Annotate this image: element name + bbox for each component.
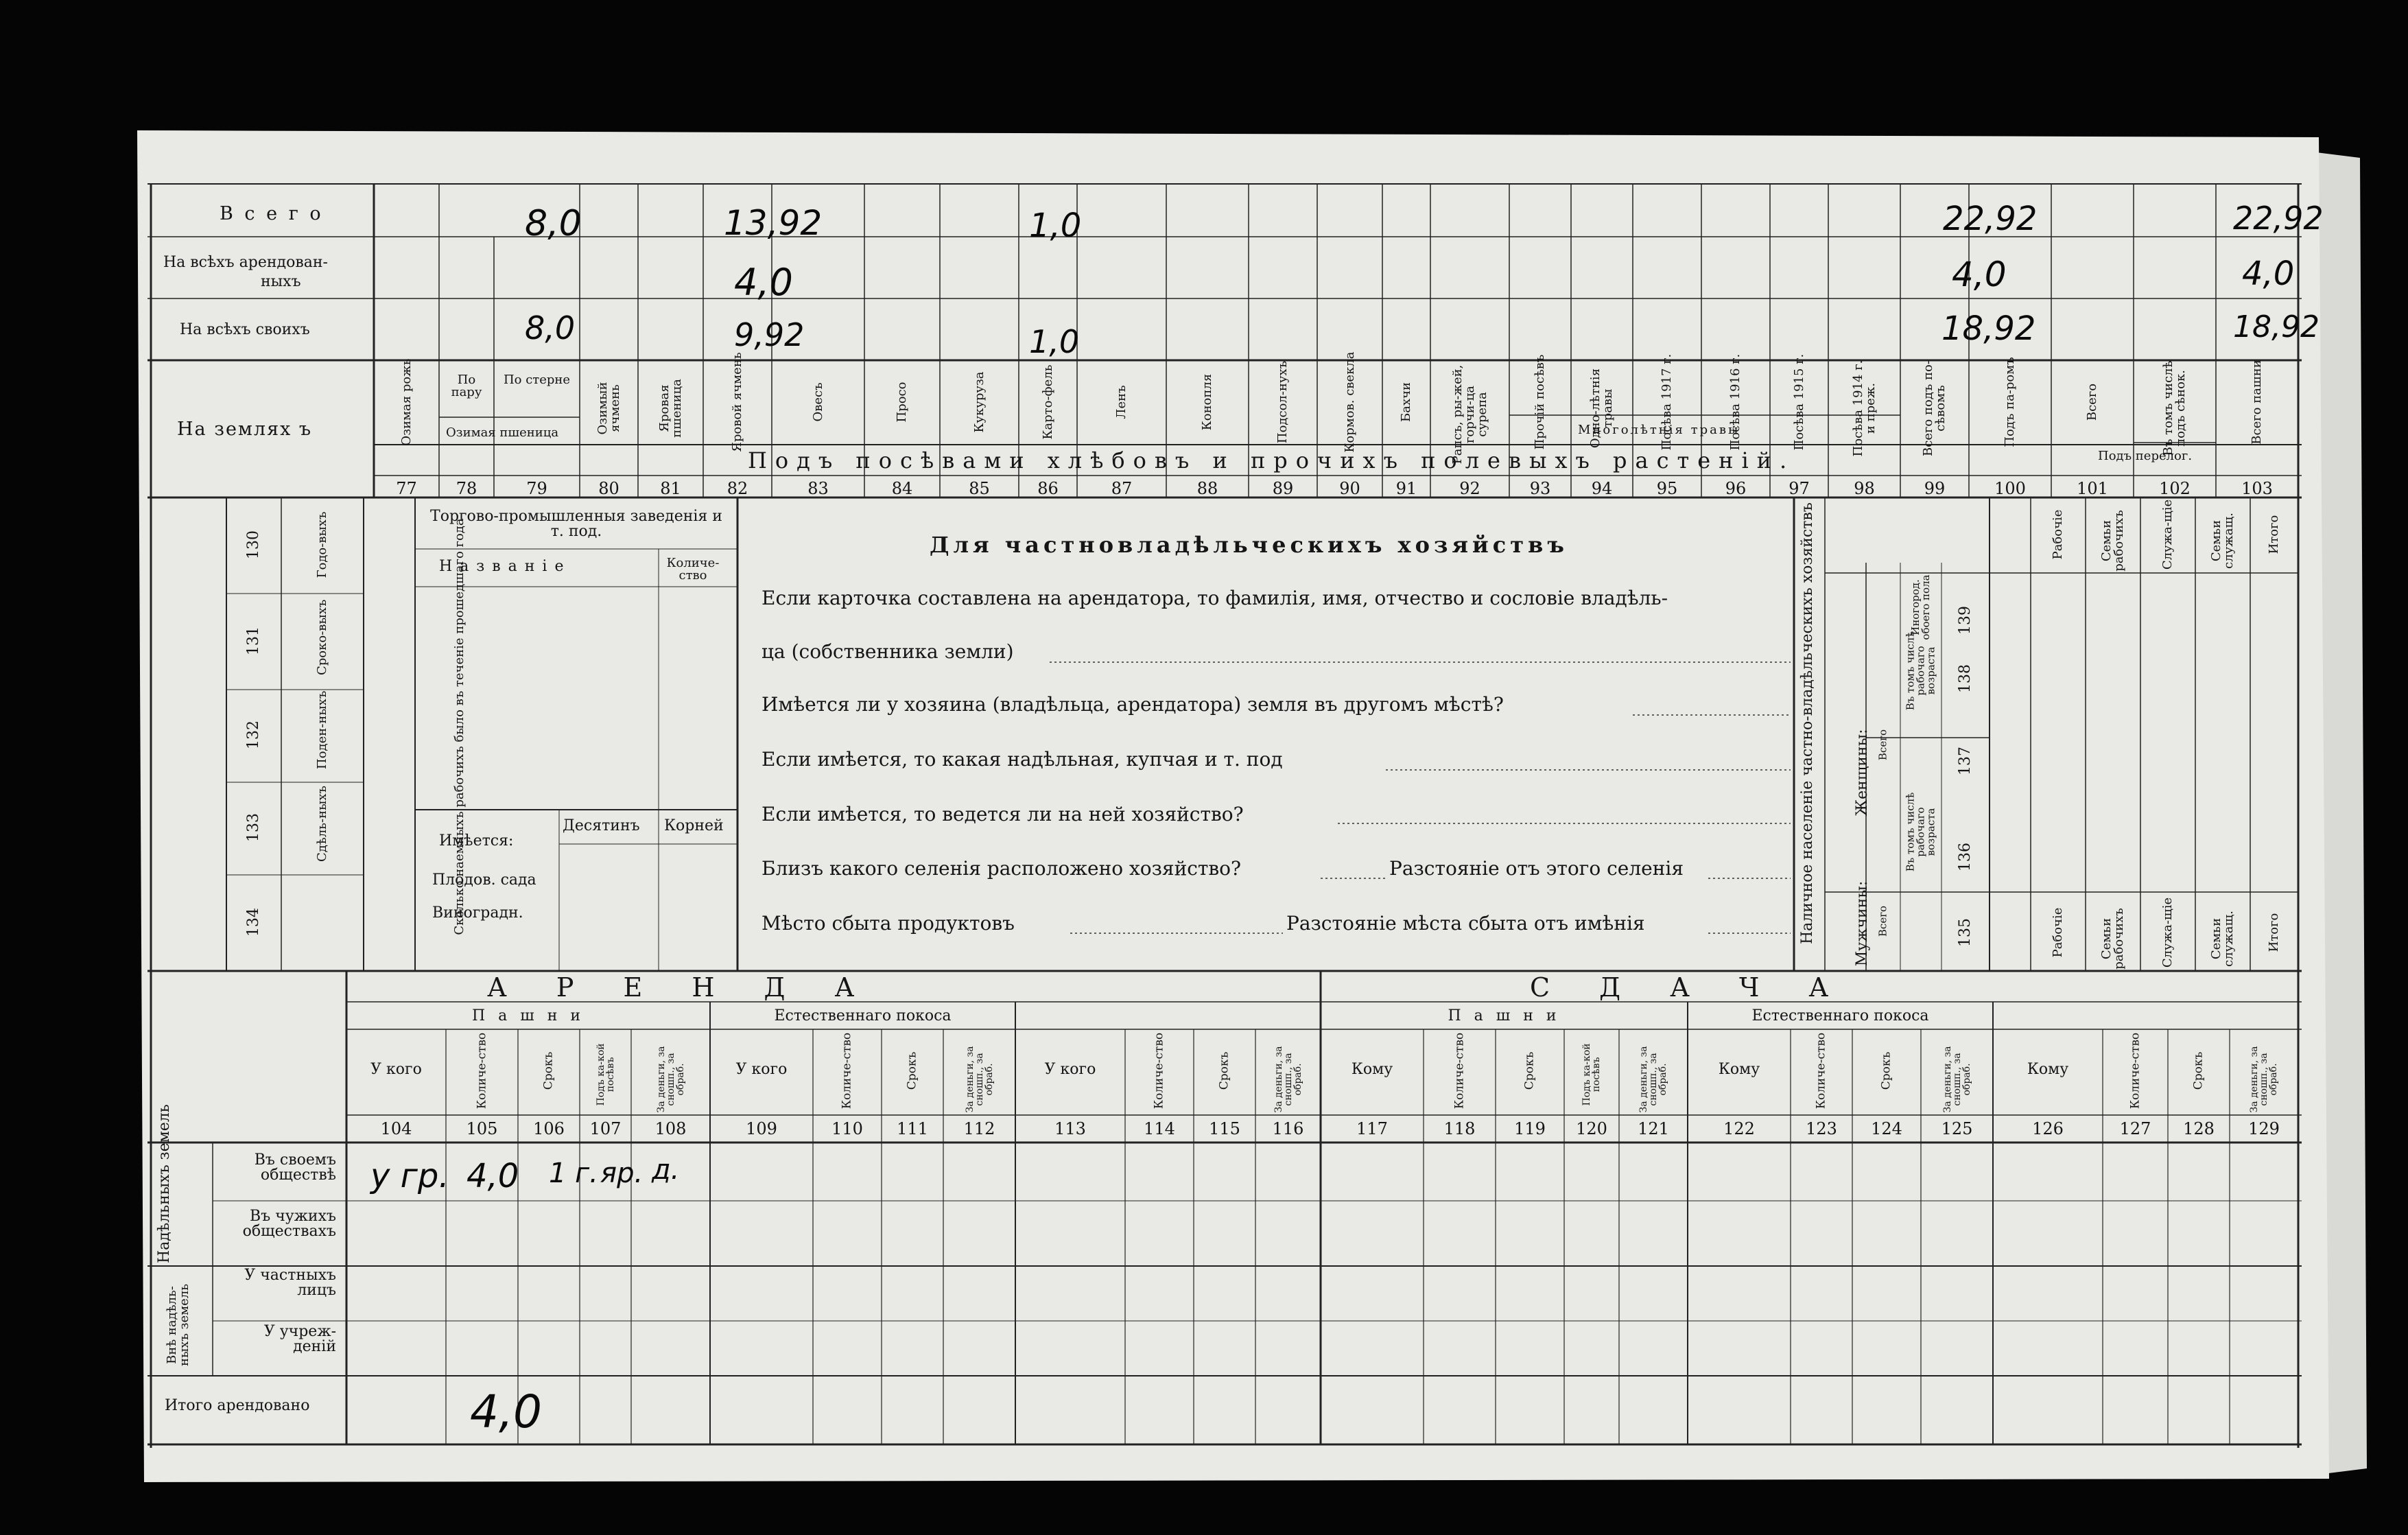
worker-num-134: 134	[245, 908, 262, 937]
population-sub-5: Иногород. обоего пола	[1909, 574, 1932, 640]
top-col-header-25: Всего	[2085, 383, 2099, 421]
top-col-header-13: Подсол-нухъ	[1275, 360, 1290, 444]
bottom-group-pokosa-2: Естественнаго покоса	[774, 1007, 952, 1024]
row-own-society: Въ своемъ обществѣ	[254, 1151, 336, 1184]
top-col-header-3: По стерне	[503, 373, 571, 387]
bottom-col-number-128: 128	[2183, 1119, 2215, 1138]
bottom-col-header-126: Кому	[2027, 1061, 2069, 1078]
bottom-col-header-127: Количе-ство	[2128, 1032, 2142, 1110]
bottom-col-number-106: 106	[533, 1119, 565, 1138]
row-other-societies: Въ чужихъ обществахъ	[242, 1208, 336, 1240]
population-col-3-bottom: Служа-щіе	[2160, 897, 2175, 968]
bottom-col-header-118: Количе-ство	[1452, 1032, 1466, 1110]
bottom-col-header-113: У кого	[1044, 1061, 1096, 1078]
population-num-135: 135	[1957, 918, 1974, 947]
top-col-number-89: 89	[1272, 479, 1294, 498]
bottom-col-number-112: 112	[963, 1119, 995, 1138]
population-men: Мужчины:	[1854, 880, 1871, 967]
bottom-col-number-113: 113	[1054, 1119, 1086, 1138]
bottom-col-header-107: Подъ ка-кой посѣвъ	[595, 1043, 616, 1106]
bottom-col-number-120: 120	[1576, 1119, 1607, 1138]
worker-num-133: 133	[245, 813, 262, 842]
arenda-title: А Р Е Н Д А	[487, 972, 875, 1003]
top-col-header-1: Озимая рожь	[399, 358, 414, 446]
bottom-col-number-118: 118	[1443, 1119, 1476, 1138]
hired-workers-label: Сколько наемныхъ рабочихъ было въ теченіе прошедшаго года	[452, 518, 467, 935]
bottom-col-header-128: Срокъ	[2191, 1051, 2206, 1090]
bottom-col-header-123: Количе-ство	[1814, 1032, 1828, 1110]
hw-rent-from: у гр.	[370, 1157, 449, 1195]
top-col-header-20: Посѣва 1916 г.	[1728, 353, 1743, 451]
top-col-header-27: Всего пашни	[2250, 360, 2264, 445]
top-col-header-6: Яровой ячмень	[730, 352, 744, 452]
top-col-header-23: Всего подъ по-сѣвомъ	[1921, 360, 1948, 456]
bottom-col-number-119: 119	[1514, 1119, 1546, 1138]
top-col-number-86: 86	[1037, 479, 1059, 498]
population-women: Женщины:	[1854, 729, 1871, 817]
orchard-imeetsya: Имѣется:	[439, 832, 514, 849]
top-col-header-9: Кукуруза	[971, 371, 987, 433]
hw-arable-rented: 4,0	[2242, 255, 2295, 293]
top-col-number-101: 101	[2077, 479, 2108, 498]
top-col-number-87: 87	[1111, 479, 1133, 498]
bottom-group-pashni-1: П а ш н и	[471, 1007, 585, 1024]
bottom-col-number-104: 104	[380, 1119, 412, 1138]
top-col-number-79: 79	[526, 479, 547, 498]
fallow-label: Подъ перелог.	[2098, 449, 2193, 463]
private-line-6a: Близъ какого селенія расположено хозяйство?	[762, 857, 1242, 880]
bottom-col-number-115: 115	[1209, 1119, 1240, 1138]
top-col-header-16: Рапсъ, ры-жей, горчи-ца сурепа	[1450, 364, 1489, 465]
population-col-4-top: Семьи служащ.	[2209, 513, 2236, 569]
top-col-number-93: 93	[1529, 479, 1551, 498]
nadelnyh-label: Надѣльныхъ земель	[156, 1104, 173, 1263]
top-col-number-99: 99	[1924, 479, 1946, 498]
population-num-139: 139	[1957, 606, 1974, 635]
worker-label-2: Сроко-выхъ	[315, 599, 329, 675]
population-sub-4: Въ томъ числѣ рабочаго возраста	[1904, 631, 1937, 711]
bottom-col-number-117: 117	[1356, 1119, 1388, 1138]
top-col-number-77: 77	[396, 479, 417, 498]
top-col-number-95: 95	[1656, 479, 1678, 498]
private-line-6b: Разстояніе отъ этого селенія	[1389, 857, 1684, 880]
bottom-col-header-104: У кого	[370, 1061, 422, 1078]
bottom-col-header-129: За деньги, за сношп., за обраб.	[2249, 1046, 2279, 1113]
bottom-col-header-116: За деньги, за сношп., за обраб.	[1273, 1046, 1303, 1113]
bottom-col-number-110: 110	[831, 1119, 863, 1138]
top-col-header-15: Бахчи	[1399, 382, 1413, 423]
top-col-header-5: Яровая пшеница	[657, 379, 684, 438]
private-line-7b: Разстояніе мѣста сбыта отъ имѣнія	[1286, 912, 1645, 935]
hw-arable-own: 18,92	[2233, 309, 2320, 344]
row-label-total: В с е г о	[220, 203, 324, 224]
row-label-rented: На всѣхъ арендован-	[163, 254, 328, 271]
bottom-col-number-127: 127	[2119, 1119, 2151, 1138]
enterprises-name-header: Н а з в а н і е	[439, 558, 565, 575]
top-col-number-80: 80	[598, 479, 619, 498]
private-line-2: ца (собственника земли)	[762, 640, 1014, 663]
bottom-col-number-114: 114	[1144, 1119, 1175, 1138]
hw-total-rented: 4,0	[470, 1385, 542, 1438]
winter-wheat-subheader: Озимая пшеница	[446, 425, 559, 440]
orchard-vinograd: Виноградн.	[432, 904, 523, 922]
population-label: Наличное населеніе частно-владѣльческихъ хозяйствъ	[1799, 502, 1816, 944]
hw-sown-own: 18,92	[1941, 309, 2036, 348]
bottom-col-number-125: 125	[1941, 1119, 1973, 1138]
sdacha-title: С Д А Ч А	[1530, 972, 1850, 1003]
top-col-header-11: Ленъ	[1114, 385, 1129, 419]
top-col-number-81: 81	[660, 479, 681, 498]
perennial-grasses-label: Многолѣтнія травы	[1578, 423, 1740, 437]
private-line-4: Если имѣется, то какая надѣльная, купчая и т. под	[762, 748, 1283, 771]
top-col-number-85: 85	[969, 479, 990, 498]
hw-potato-own: 1,0	[1029, 323, 1080, 360]
top-col-header-17: Прочій посѣвъ	[1533, 354, 1547, 450]
bottom-col-header-111: Срокъ	[905, 1051, 919, 1090]
top-col-number-88: 88	[1196, 479, 1218, 498]
hw-rent-crop: яр.	[600, 1158, 644, 1189]
bottom-group-pokosa-4: Естественнаго покоса	[1751, 1007, 1929, 1024]
population-col-4-bottom: Семьи служащ.	[2209, 911, 2236, 967]
bottom-col-number-124: 124	[1871, 1119, 1902, 1138]
population-sub-2: Въ томъ числѣ рабочаго возраста	[1904, 792, 1937, 872]
population-sub-3: Всего	[1876, 729, 1889, 761]
hw-rent-qty: 4,0	[467, 1157, 519, 1195]
bottom-col-header-114: Количе-ство	[1152, 1032, 1166, 1110]
hw-arable-total: 22,92	[2233, 200, 2324, 237]
worker-label-1: Годо-выхъ	[315, 511, 329, 578]
worker-num-132: 132	[245, 720, 262, 749]
top-col-header-14: Кормов. свекла	[1342, 351, 1357, 453]
population-sub-1: Всего	[1876, 905, 1889, 937]
hw-rye-total: 8,0	[525, 203, 582, 244]
population-col-2-top: Семьи рабочихъ	[2099, 510, 2126, 572]
orchard-korney: Корней	[664, 817, 724, 834]
enterprises-qty-header: Количе-ство	[666, 556, 720, 583]
population-col-1-top: Рабочіе	[2051, 509, 2065, 560]
private-line-1: Если карточка составлена на арендатора, то фамилія, имя, отчество и сословіе владѣль-	[762, 587, 1668, 609]
crop-section-title: Подъ посѣвами хлѣбовъ и прочихъ полевыхъ растеній.	[748, 447, 1795, 473]
private-line-7a: Мѣсто сбыта продуктовъ	[762, 912, 1015, 935]
vne-nadelnyh-label: Внѣ надѣль-ныхъ земель	[165, 1284, 191, 1367]
orchard-desyatin: Десятинъ	[563, 817, 640, 834]
hw-sown-rented: 4,0	[1952, 255, 2007, 294]
top-col-number-98: 98	[1854, 479, 1875, 498]
hw-rye-own: 8,0	[525, 309, 576, 347]
bottom-col-header-112: За деньги, за сношп., за обраб.	[964, 1046, 995, 1113]
hw-rent-money: д.	[652, 1154, 680, 1186]
population-num-137: 137	[1957, 747, 1974, 775]
hw-barley-total: 13,92	[724, 203, 823, 243]
bottom-col-number-129: 129	[2248, 1119, 2280, 1138]
population-num-136: 136	[1957, 843, 1974, 871]
bottom-col-header-120: Подъ ка-кой посѣвъ	[1581, 1043, 1602, 1106]
top-col-number-82: 82	[727, 479, 748, 498]
bottom-col-header-119: Срокъ	[1522, 1051, 1537, 1090]
top-col-number-92: 92	[1459, 479, 1480, 498]
top-col-header-19: Посѣва 1917 г.	[1660, 353, 1674, 451]
bottom-col-number-126: 126	[2032, 1119, 2064, 1138]
top-col-number-83: 83	[807, 479, 829, 498]
row-label-own: На всѣхъ своихъ	[180, 321, 310, 338]
top-col-number-103: 103	[2241, 479, 2273, 498]
top-col-number-90: 90	[1339, 479, 1360, 498]
top-col-header-22: Посѣва 1914 г. и преж.	[1850, 360, 1878, 457]
bottom-col-header-106: Срокъ	[541, 1051, 556, 1090]
bottom-col-number-107: 107	[589, 1119, 622, 1138]
top-col-number-97: 97	[1789, 479, 1810, 498]
population-num-138: 138	[1957, 664, 1974, 693]
top-col-header-7: Овесъ	[810, 382, 825, 422]
top-col-number-102: 102	[2159, 479, 2191, 498]
row-institutions: У учреж-деній	[263, 1323, 336, 1355]
hw-potato-total: 1,0	[1029, 207, 1082, 245]
private-line-5: Если имѣется, то ведется ли на ней хозяйство?	[762, 803, 1244, 825]
population-col-5-bottom: Итого	[2267, 913, 2281, 952]
enterprises-title: Торгово-промышленныя заведенія и т. под.	[430, 508, 722, 540]
bottom-group-pashni-3: П а ш н и	[1448, 1007, 1561, 1024]
top-col-header-12: Конопля	[1200, 373, 1214, 431]
bottom-col-number-108: 108	[654, 1119, 687, 1138]
top-col-number-78: 78	[456, 479, 477, 498]
top-col-number-84: 84	[891, 479, 913, 498]
top-col-header-18: Одно-лѣтнія травы	[1588, 368, 1615, 449]
top-col-header-24: Подъ па-ромъ	[2003, 357, 2017, 447]
row-label-on-lands: На землях ъ	[177, 419, 313, 440]
orchard-sad: Плодов. сада	[432, 871, 536, 889]
row-private-persons: У частныхъ лицъ	[244, 1267, 336, 1299]
bottom-col-header-124: Срокъ	[1879, 1051, 1893, 1090]
top-col-header-21: Посѣва 1915 г.	[1791, 353, 1806, 451]
top-col-number-96: 96	[1725, 479, 1747, 498]
top-col-number-100: 100	[1994, 479, 2026, 498]
row-label-rented-2: ныхъ	[261, 273, 301, 290]
population-col-5-top: Итого	[2267, 515, 2281, 554]
hw-barley-own: 9,92	[734, 316, 805, 353]
bottom-col-number-116: 116	[1272, 1119, 1304, 1138]
top-col-number-94: 94	[1591, 479, 1613, 498]
bottom-col-number-121: 121	[1638, 1119, 1669, 1138]
private-line-3: Имѣется ли у хозяина (владѣльца, арендатора) земля въ другомъ мѣстѣ?	[762, 693, 1504, 716]
bottom-col-header-125: За деньги, за сношп., за обраб.	[1941, 1046, 1972, 1113]
top-col-header-4: Озимый ячмень	[595, 382, 622, 435]
bottom-col-header-115: Срокъ	[1217, 1051, 1231, 1090]
row-total-rented: Итого арендовано	[165, 1397, 310, 1414]
private-farms-title: Для частновладѣльческихъ хозяйствъ	[930, 532, 1568, 558]
top-col-number-91: 91	[1395, 479, 1417, 498]
bottom-col-header-108: За деньги, за сношп., за обраб.	[655, 1046, 686, 1113]
population-col-1-bottom: Рабочіе	[2051, 907, 2065, 958]
worker-num-130: 130	[245, 530, 262, 559]
bottom-col-header-122: Кому	[1718, 1061, 1760, 1078]
bottom-col-header-109: У кого	[735, 1061, 788, 1078]
hw-barley-rented: 4,0	[734, 261, 793, 304]
bottom-col-number-105: 105	[466, 1119, 498, 1138]
bottom-col-header-121: За деньги, за сношп., за обраб.	[1638, 1046, 1668, 1113]
bottom-col-number-122: 122	[1723, 1119, 1755, 1138]
top-col-header-10: Карто-фель	[1040, 364, 1055, 440]
hw-rent-term: 1 г.	[549, 1158, 598, 1189]
worker-num-131: 131	[245, 626, 262, 655]
top-col-header-26: Въ томъ числѣ подъ сѣнок.	[2161, 360, 2188, 456]
bottom-col-number-123: 123	[1806, 1119, 1837, 1138]
worker-label-3: Поден-ныхъ	[315, 690, 329, 769]
population-col-2-bottom: Семьи рабочихъ	[2099, 908, 2126, 970]
top-col-header-8: Просо	[895, 382, 909, 423]
hw-sown-total: 22,92	[1943, 200, 2038, 238]
bottom-col-number-109: 109	[746, 1119, 777, 1138]
bottom-col-header-110: Количе-ство	[840, 1032, 854, 1110]
bottom-col-header-117: Кому	[1351, 1061, 1393, 1078]
top-col-header-2: По пару	[451, 373, 482, 399]
bottom-col-header-105: Количе-ство	[475, 1032, 488, 1110]
population-col-3-top: Служа-щіе	[2160, 499, 2175, 570]
worker-label-4: Сдѣль-ныхъ	[315, 786, 329, 862]
bottom-col-number-111: 111	[897, 1119, 928, 1138]
